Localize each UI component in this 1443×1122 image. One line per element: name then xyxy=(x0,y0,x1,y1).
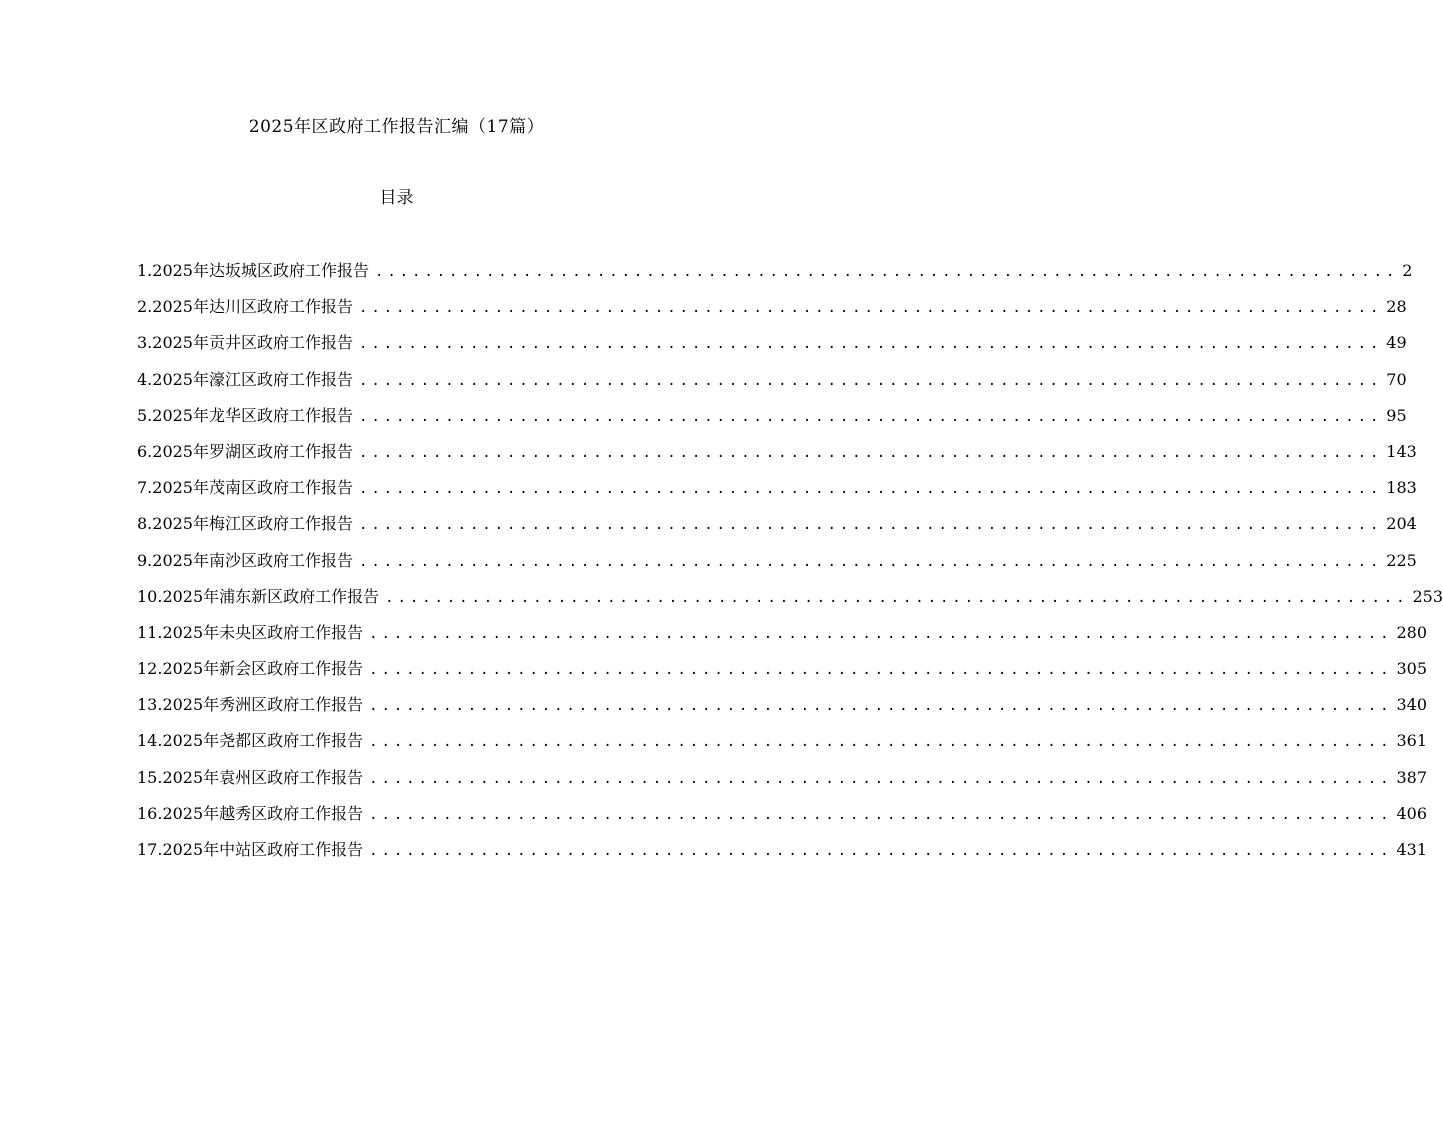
toc-dot-leader: ................................................................................... xyxy=(369,734,1393,751)
toc-entry-label: 10.2025年浦东新区政府工作报告 xyxy=(137,586,380,606)
toc-entry-label: 15.2025年袁州区政府工作报告 xyxy=(137,767,364,787)
toc-entry-label: 7.2025年茂南区政府工作报告 xyxy=(137,478,353,498)
toc-entry[interactable] xyxy=(137,260,1413,296)
toc-page-number: 2 xyxy=(1402,261,1413,280)
toc-dot-leader: ................................................................................... xyxy=(375,264,1399,280)
toc-entry-label: 1.2025年达坂城区政府工作报告 xyxy=(137,261,369,280)
toc-page-number: 183 xyxy=(1386,478,1417,498)
toc-dot-leader: ................................................................................... xyxy=(359,444,1383,461)
toc-page-number: 406 xyxy=(1396,803,1428,823)
toc-entry-label: 2.2025年达川区政府工作报告 xyxy=(137,297,353,317)
toc-page-number: 253 xyxy=(1412,586,1443,606)
toc-page-number: 387 xyxy=(1396,767,1428,787)
toc-dot-leader: ................................................................................... xyxy=(369,770,1393,787)
toc-dot-leader: ................................................................................... xyxy=(359,300,1383,317)
toc-entry[interactable] xyxy=(137,694,1428,730)
toc-entry-label: 5.2025年龙华区政府工作报告 xyxy=(137,405,353,425)
toc-dot-leader: ................................................................................... xyxy=(359,336,1383,353)
toc-entry-label: 13.2025年秀洲区政府工作报告 xyxy=(137,695,364,715)
toc-dot-leader: ................................................................................... xyxy=(369,843,1393,859)
toc-entry-label: 14.2025年尧都区政府工作报告 xyxy=(137,731,364,751)
toc-page-number: 143 xyxy=(1386,441,1417,461)
toc-dot-leader: ................................................................................... xyxy=(369,625,1393,642)
toc-entry[interactable] xyxy=(137,658,1428,694)
toc-entry[interactable] xyxy=(137,622,1428,658)
toc-entry[interactable] xyxy=(137,332,1407,368)
toc-dot-leader: ................................................................................... xyxy=(359,553,1383,570)
toc-dot-leader: ................................................................................... xyxy=(359,408,1383,425)
toc-page-number: 28 xyxy=(1386,297,1407,317)
toc-page-number: 340 xyxy=(1396,695,1428,715)
toc-entry[interactable] xyxy=(137,441,1417,477)
toc-entry-label: 3.2025年贡井区政府工作报告 xyxy=(137,333,353,353)
toc-entry-label: 8.2025年梅江区政府工作报告 xyxy=(137,514,353,534)
toc-entry-label: 12.2025年新会区政府工作报告 xyxy=(137,659,364,679)
toc-entry[interactable] xyxy=(137,296,1407,332)
toc-entry[interactable] xyxy=(137,767,1428,803)
toc-heading: 目录 xyxy=(379,188,414,208)
toc-entry[interactable] xyxy=(137,550,1417,586)
toc-entry[interactable] xyxy=(137,369,1407,405)
toc-entry-label: 17.2025年中站区政府工作报告 xyxy=(137,840,364,859)
toc-page-number: 70 xyxy=(1386,369,1407,389)
toc-entry[interactable] xyxy=(137,839,1428,875)
toc-page-number: 225 xyxy=(1386,550,1417,570)
toc-entry[interactable] xyxy=(137,586,1443,622)
toc-dot-leader: ................................................................................... xyxy=(359,372,1383,389)
toc-page-number: 280 xyxy=(1396,622,1428,642)
toc-entry[interactable] xyxy=(137,405,1407,441)
toc-dot-leader: ................................................................................... xyxy=(385,589,1409,606)
toc-entry[interactable] xyxy=(137,477,1417,513)
toc-page-number: 361 xyxy=(1396,731,1428,751)
toc-dot-leader: ................................................................................... xyxy=(359,517,1383,534)
toc-page-number: 204 xyxy=(1386,514,1417,534)
toc-dot-leader: ................................................................................... xyxy=(359,481,1383,498)
table-of-contents xyxy=(137,260,1443,875)
toc-entry[interactable] xyxy=(137,730,1428,766)
toc-entry-label: 6.2025年罗湖区政府工作报告 xyxy=(137,441,353,461)
toc-entry-label: 16.2025年越秀区政府工作报告 xyxy=(137,803,364,823)
toc-page-number: 431 xyxy=(1396,840,1428,859)
toc-entry-label: 9.2025年南沙区政府工作报告 xyxy=(137,550,353,570)
toc-dot-leader: ................................................................................... xyxy=(369,806,1393,823)
toc-page-number: 95 xyxy=(1386,405,1407,425)
toc-dot-leader: ................................................................................... xyxy=(369,698,1393,715)
toc-entry[interactable] xyxy=(137,803,1428,839)
toc-entry[interactable] xyxy=(137,513,1417,549)
toc-dot-leader: ................................................................................... xyxy=(369,662,1393,679)
document-title: 2025年区政府工作报告汇编（17篇） xyxy=(248,117,545,137)
toc-page-number: 305 xyxy=(1396,659,1428,679)
toc-entry-label: 4.2025年濠江区政府工作报告 xyxy=(137,369,353,389)
toc-page-number: 49 xyxy=(1386,333,1407,353)
toc-entry-label: 11.2025年未央区政府工作报告 xyxy=(137,622,364,642)
